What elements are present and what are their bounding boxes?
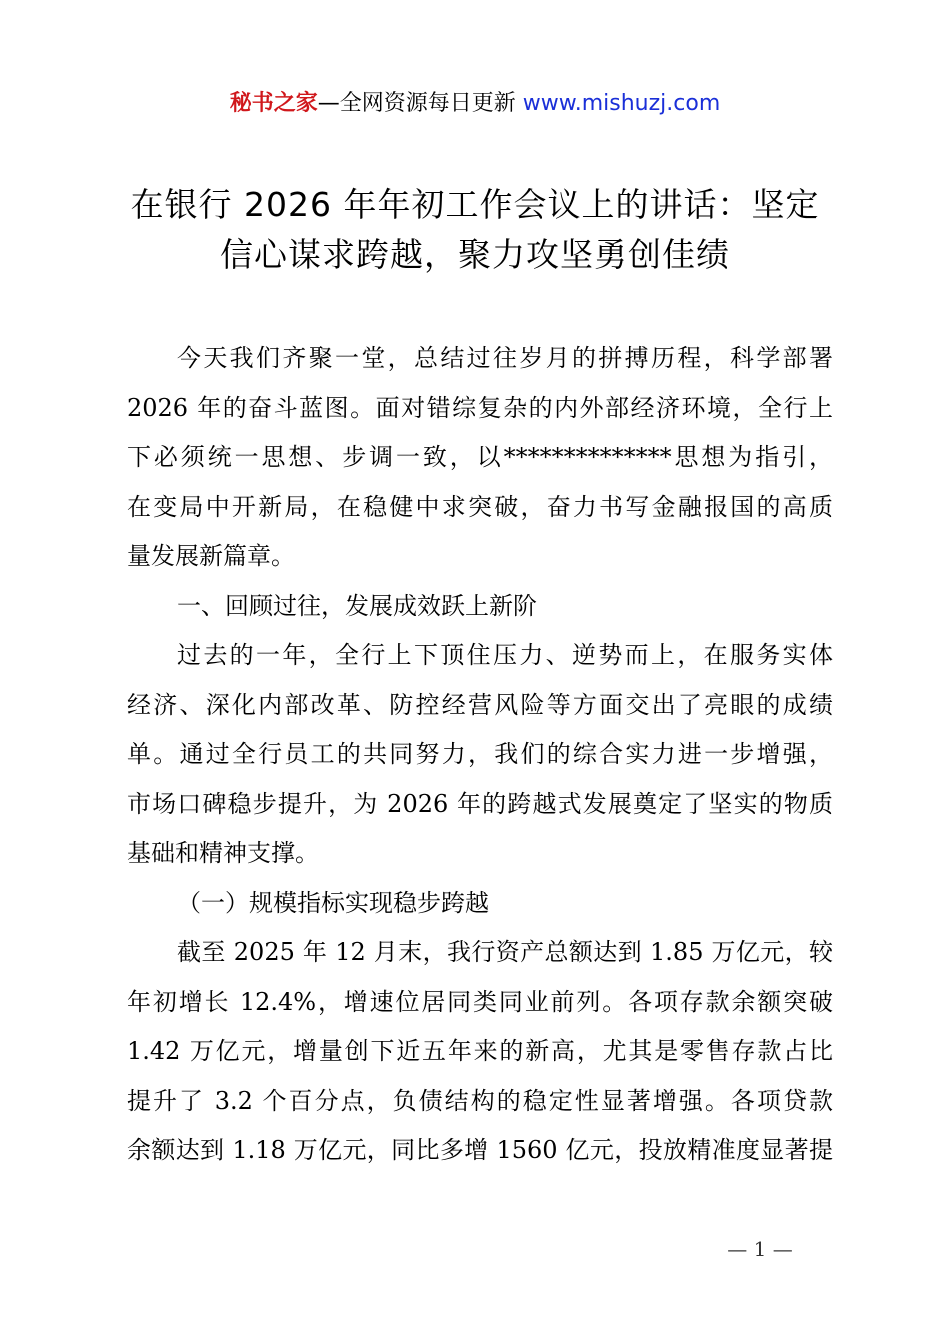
paragraph-line: 下必须统一思想、步调一致，以**************思想为指引， bbox=[127, 443, 833, 471]
title-line-1: 在银行 2026 年年初工作会议上的讲话：坚定 bbox=[130, 185, 820, 224]
intro-paragraph bbox=[127, 334, 833, 582]
site-banner bbox=[0, 86, 950, 122]
paragraph-line: 提升了 3.2 个百分点，负债结构的稳定性显著增强。各项贷款 bbox=[127, 1086, 833, 1115]
paragraph-line: 截至 2025 年 12 月末，我行资产总额达到 1.85 万亿元，较 bbox=[177, 938, 833, 966]
paragraph-line: 市场口碑稳步提升，为 2026 年的跨越式发展奠定了坚实的物质 bbox=[127, 789, 833, 818]
paragraph-line: 在变局中开新局，在稳健中求突破，奋力书写金融报国的高质 bbox=[127, 492, 833, 521]
banner-slogan: —全网资源每日更新 bbox=[317, 91, 523, 116]
paragraph-line: 余额达到 1.18 万亿元，同比多增 1560 亿元，投放精准度显著提 bbox=[127, 1136, 833, 1164]
paragraph-line: 年初增长 12.4%，增速位居同类同业前列。各项存款余额突破 bbox=[127, 987, 833, 1016]
banner-url-link[interactable]: www.mishuzj.com bbox=[522, 91, 721, 116]
brand-name: 秘书之家 bbox=[229, 91, 318, 116]
subsection-heading: （一）规模指标实现稳步跨越 bbox=[177, 888, 489, 917]
section-paragraph bbox=[127, 631, 833, 879]
section-heading: 一、回顾过往，发展成效跃上新阶 bbox=[177, 591, 537, 620]
paragraph-line: 基础和精神支撑。 bbox=[127, 839, 319, 867]
paragraph-line: 量发展新篇章。 bbox=[127, 542, 295, 570]
paragraph-line: 2026 年的奋斗蓝图。面对错综复杂的内外部经济环境，全行上 bbox=[127, 393, 833, 422]
title-line-2: 信心谋求跨越，聚力攻坚勇创佳绩 bbox=[220, 235, 730, 274]
paragraph-line: 单。通过全行员工的共同努力，我们的综合实力进一步增强， bbox=[127, 740, 833, 768]
paragraph-line: 经济、深化内部改革、防控经营风险等方面交出了亮眼的成绩 bbox=[127, 690, 833, 719]
document-title bbox=[100, 180, 850, 280]
paragraph-line: 过去的一年，全行上下顶住压力、逆势而上，在服务实体 bbox=[177, 641, 833, 669]
page-number: — 1 — bbox=[727, 1237, 793, 1261]
paragraph-line: 1.42 万亿元，增量创下近五年来的新高，尤其是零售存款占比 bbox=[127, 1037, 833, 1065]
document-body bbox=[127, 334, 833, 1176]
paragraph-line: 今天我们齐聚一堂，总结过往岁月的拼搏历程，科学部署 bbox=[177, 344, 833, 372]
subsection-paragraph bbox=[127, 928, 833, 1176]
